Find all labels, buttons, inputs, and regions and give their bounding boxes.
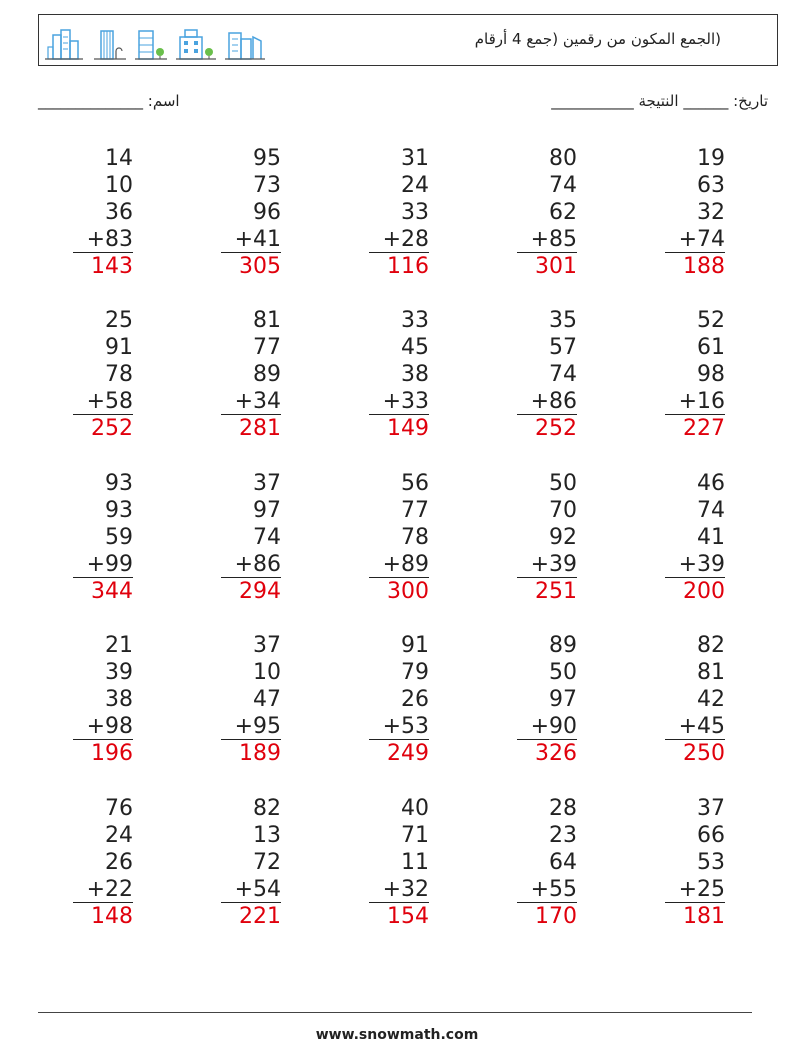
addend: 50 (549, 471, 577, 496)
addend: 45 (401, 335, 429, 360)
problem (221, 470, 281, 605)
addend: 33 (401, 200, 429, 225)
addend-with-plus: +54 (221, 876, 281, 903)
addend: 61 (697, 335, 725, 360)
problem (73, 632, 133, 767)
addend: 81 (697, 660, 725, 685)
problem (369, 145, 429, 280)
answer: 252 (91, 416, 133, 441)
worksheet-title: (الجمع المكون من رقمين (جمع 4 أرقام (474, 30, 721, 48)
addend: 37 (253, 471, 281, 496)
name-line (38, 92, 180, 110)
addend: 28 (549, 796, 577, 821)
addend: 53 (697, 850, 725, 875)
addend: 74 (549, 362, 577, 387)
addend: 11 (401, 850, 429, 875)
addend: 40 (401, 796, 429, 821)
date-label: تاريخ: (733, 92, 768, 110)
addend: 93 (105, 498, 133, 523)
addend-with-plus: +34 (221, 388, 281, 415)
problem (517, 307, 577, 442)
name-blank: ______________ (38, 92, 143, 110)
addend-with-plus: +39 (665, 551, 725, 578)
answer: 305 (239, 254, 281, 279)
addend: 74 (549, 173, 577, 198)
addend-with-plus: +33 (369, 388, 429, 415)
addend: 74 (253, 525, 281, 550)
addend: 37 (253, 633, 281, 658)
problem (73, 307, 133, 442)
answer: 200 (683, 579, 725, 604)
addend-with-plus: +83 (73, 226, 133, 253)
addend: 10 (105, 173, 133, 198)
addend: 63 (697, 173, 725, 198)
problem (369, 470, 429, 605)
addend: 39 (105, 660, 133, 685)
addend-with-plus: +74 (665, 226, 725, 253)
addend-with-plus: +45 (665, 713, 725, 740)
footer-site: www.snowmath.com (315, 1027, 479, 1043)
addend: 96 (253, 200, 281, 225)
score-label: النتيجة (638, 92, 679, 110)
answer: 149 (387, 416, 429, 441)
problem (73, 795, 133, 930)
addend: 82 (253, 796, 281, 821)
problem (665, 145, 725, 280)
problem (517, 632, 577, 767)
addend: 92 (549, 525, 577, 550)
addend-with-plus: +53 (369, 713, 429, 740)
addend: 74 (697, 498, 725, 523)
addend: 98 (697, 362, 725, 387)
addend: 64 (549, 850, 577, 875)
tower-icon (92, 27, 126, 61)
addend-with-plus: +32 (369, 876, 429, 903)
problem (73, 145, 133, 280)
addend-with-plus: +22 (73, 876, 133, 903)
worksheet-header (38, 14, 778, 66)
addend: 25 (105, 308, 133, 333)
answer: 154 (387, 904, 429, 929)
answer: 344 (91, 579, 133, 604)
addend: 97 (253, 498, 281, 523)
problem (221, 632, 281, 767)
problem (517, 470, 577, 605)
addend: 95 (253, 146, 281, 171)
addend: 47 (253, 687, 281, 712)
answer: 301 (535, 254, 577, 279)
addend: 71 (401, 823, 429, 848)
addend-with-plus: +58 (73, 388, 133, 415)
addend: 73 (253, 173, 281, 198)
addend: 21 (105, 633, 133, 658)
footer-divider (38, 1012, 752, 1013)
addend-with-plus: +89 (369, 551, 429, 578)
problem (665, 632, 725, 767)
name-label: اسم: (147, 92, 180, 110)
answer: 300 (387, 579, 429, 604)
addend: 89 (549, 633, 577, 658)
score-blank: ___________ (551, 92, 634, 110)
addend: 24 (105, 823, 133, 848)
addend: 52 (697, 308, 725, 333)
addend: 77 (253, 335, 281, 360)
addend: 93 (105, 471, 133, 496)
addend: 59 (105, 525, 133, 550)
answer: 148 (91, 904, 133, 929)
header-icons (45, 21, 265, 61)
date-blank: ______ (683, 92, 729, 110)
problem (517, 145, 577, 280)
addend: 77 (401, 498, 429, 523)
problem (665, 470, 725, 605)
addend: 82 (697, 633, 725, 658)
addend: 31 (401, 146, 429, 171)
addend: 33 (401, 308, 429, 333)
addend-with-plus: +55 (517, 876, 577, 903)
problem (221, 795, 281, 930)
addend: 19 (697, 146, 725, 171)
addend: 80 (549, 146, 577, 171)
addend: 56 (401, 471, 429, 496)
addend: 42 (697, 687, 725, 712)
addend: 24 (401, 173, 429, 198)
answer: 196 (91, 741, 133, 766)
addend: 72 (253, 850, 281, 875)
building-icon (45, 27, 83, 61)
addend: 38 (401, 362, 429, 387)
skyscraper-icon (225, 27, 265, 61)
addend: 23 (549, 823, 577, 848)
problem (369, 307, 429, 442)
addend: 14 (105, 146, 133, 171)
problem (665, 795, 725, 930)
answer: 189 (239, 741, 281, 766)
problem (517, 795, 577, 930)
addend: 41 (697, 525, 725, 550)
answer: 251 (535, 579, 577, 604)
apartment-icon (176, 27, 216, 61)
addend-with-plus: +99 (73, 551, 133, 578)
addend: 81 (253, 308, 281, 333)
answer: 281 (239, 416, 281, 441)
addend-with-plus: +39 (517, 551, 577, 578)
problem (665, 307, 725, 442)
addend: 78 (105, 362, 133, 387)
addend: 26 (401, 687, 429, 712)
addend-with-plus: +28 (369, 226, 429, 253)
addend-with-plus: +90 (517, 713, 577, 740)
answer: 143 (91, 254, 133, 279)
addend: 76 (105, 796, 133, 821)
problem (73, 470, 133, 605)
answer: 188 (683, 254, 725, 279)
addend: 10 (253, 660, 281, 685)
addend-with-plus: +16 (665, 388, 725, 415)
addend: 35 (549, 308, 577, 333)
addend: 89 (253, 362, 281, 387)
answer: 170 (535, 904, 577, 929)
addend-with-plus: +85 (517, 226, 577, 253)
answer: 181 (683, 904, 725, 929)
addend: 91 (401, 633, 429, 658)
addend: 79 (401, 660, 429, 685)
addend-with-plus: +86 (517, 388, 577, 415)
answer: 227 (683, 416, 725, 441)
problem (221, 145, 281, 280)
date-score-line (551, 92, 768, 110)
addend: 46 (697, 471, 725, 496)
addend-with-plus: +41 (221, 226, 281, 253)
addend: 97 (549, 687, 577, 712)
addend: 36 (105, 200, 133, 225)
answer: 326 (535, 741, 577, 766)
problem-grid (0, 145, 794, 945)
addend: 70 (549, 498, 577, 523)
answer: 252 (535, 416, 577, 441)
addend: 37 (697, 796, 725, 821)
problem (369, 795, 429, 930)
addend: 50 (549, 660, 577, 685)
office-icon (135, 27, 167, 61)
addend: 32 (697, 200, 725, 225)
addend: 26 (105, 850, 133, 875)
answer: 249 (387, 741, 429, 766)
answer: 250 (683, 741, 725, 766)
answer: 221 (239, 904, 281, 929)
addend: 57 (549, 335, 577, 360)
addend: 38 (105, 687, 133, 712)
addend: 13 (253, 823, 281, 848)
problem (369, 632, 429, 767)
addend-with-plus: +95 (221, 713, 281, 740)
answer: 116 (387, 254, 429, 279)
answer: 294 (239, 579, 281, 604)
addend: 91 (105, 335, 133, 360)
addend-with-plus: +98 (73, 713, 133, 740)
addend: 78 (401, 525, 429, 550)
problem (221, 307, 281, 442)
addend-with-plus: +25 (665, 876, 725, 903)
addend: 66 (697, 823, 725, 848)
addend-with-plus: +86 (221, 551, 281, 578)
addend: 62 (549, 200, 577, 225)
